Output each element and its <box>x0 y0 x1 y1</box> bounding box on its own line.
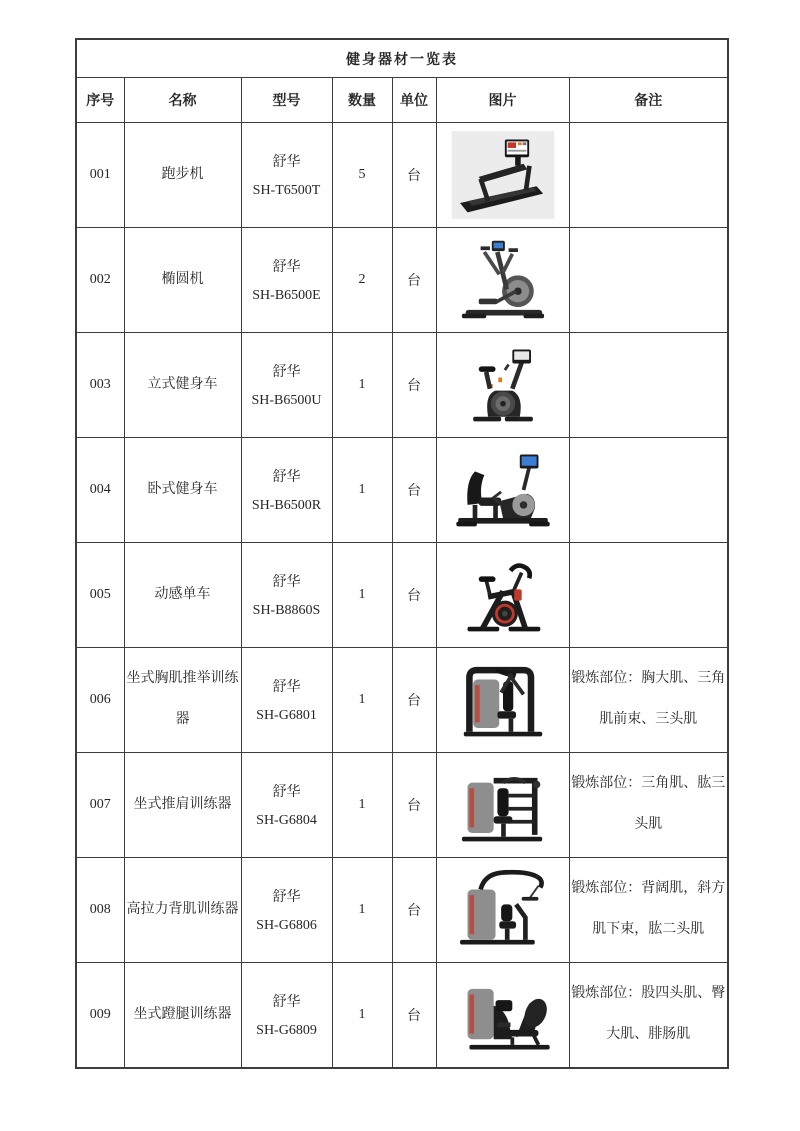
cell-qty: 1 <box>332 753 392 858</box>
header-qty: 数量 <box>332 78 392 123</box>
brand-label: 舒华 <box>272 155 301 170</box>
cell-unit: 台 <box>392 963 436 1069</box>
header-unit: 单位 <box>392 78 436 123</box>
cell-name: 坐式蹬腿训练器 <box>124 963 241 1069</box>
product-photo <box>437 858 569 962</box>
shoulder-press-photo <box>447 758 559 852</box>
cell-remark <box>569 123 728 228</box>
table-row <box>76 648 728 753</box>
recumbent-bike-photo <box>447 443 559 537</box>
cell-name: 高拉力背肌训练器 <box>124 858 241 963</box>
cell-qty: 1 <box>332 438 392 543</box>
cell-name: 卧式健身车 <box>124 438 241 543</box>
cell-name: 立式健身车 <box>124 333 241 438</box>
product-photo <box>437 123 569 227</box>
cell-serial: 002 <box>76 228 124 333</box>
model-code: SH-B6500E <box>252 288 321 303</box>
cell-model <box>242 648 332 752</box>
elliptical-photo <box>447 233 559 327</box>
treadmill-photo <box>447 128 559 222</box>
cell-serial: 008 <box>76 858 124 963</box>
cell-name: 坐式胸肌推举训练器 <box>124 648 241 753</box>
cell-serial: 003 <box>76 333 124 438</box>
cell-serial: 004 <box>76 438 124 543</box>
cell-name: 坐式推肩训练器 <box>124 753 241 858</box>
cell-remark <box>569 228 728 333</box>
brand-label: 舒华 <box>272 575 301 590</box>
cell-model <box>242 543 332 647</box>
table-row <box>76 123 728 228</box>
header-remark: 备注 <box>569 78 728 123</box>
brand-label: 舒华 <box>272 260 301 275</box>
leg-press-photo <box>447 968 559 1062</box>
product-photo <box>437 963 569 1067</box>
cell-unit: 台 <box>392 333 436 438</box>
header-no: 序号 <box>76 78 124 123</box>
header-photo: 图片 <box>436 78 569 123</box>
brand-label: 舒华 <box>272 470 301 485</box>
cell-qty: 1 <box>332 543 392 648</box>
cell-unit: 台 <box>392 858 436 963</box>
equipment-table <box>75 38 729 1069</box>
cell-model <box>242 123 332 227</box>
product-photo <box>437 543 569 647</box>
brand-label: 舒华 <box>272 890 301 905</box>
brand-label: 舒华 <box>272 365 301 380</box>
model-code: SH-B6500R <box>251 498 322 513</box>
cell-qty: 1 <box>332 963 392 1069</box>
cell-name: 椭圆机 <box>124 228 241 333</box>
cell-name: 跑步机 <box>124 123 241 228</box>
cell-unit: 台 <box>392 438 436 543</box>
cell-remark <box>569 333 728 438</box>
cell-qty: 1 <box>332 858 392 963</box>
table-row <box>76 228 728 333</box>
cell-remark <box>569 543 728 648</box>
cell-serial: 005 <box>76 543 124 648</box>
cell-unit: 台 <box>392 648 436 753</box>
model-code: SH-T6500T <box>252 183 321 198</box>
cell-model <box>242 333 332 437</box>
table-row <box>76 858 728 963</box>
cell-qty: 2 <box>332 228 392 333</box>
table-row <box>76 543 728 648</box>
model-code: SH-G6804 <box>256 813 317 828</box>
cell-remark <box>569 438 728 543</box>
cell-model <box>242 228 332 332</box>
product-photo <box>437 438 569 542</box>
cell-unit: 台 <box>392 543 436 648</box>
cell-serial: 009 <box>76 963 124 1069</box>
header-row <box>76 78 728 123</box>
cell-serial: 001 <box>76 123 124 228</box>
cell-model <box>242 858 332 962</box>
model-code: SH-B6500U <box>251 393 322 408</box>
table-row <box>76 753 728 858</box>
cell-remark: 锻炼部位：股四头肌、臀大肌、腓肠肌 <box>569 963 728 1069</box>
product-photo <box>437 333 569 437</box>
cell-model <box>242 963 332 1067</box>
cell-model <box>242 438 332 542</box>
model-code: SH-G6809 <box>256 1023 317 1038</box>
table-row <box>76 438 728 543</box>
model-code: SH-G6806 <box>256 918 317 933</box>
brand-label: 舒华 <box>272 785 301 800</box>
spin-bike-photo <box>447 548 559 642</box>
cell-serial: 006 <box>76 648 124 753</box>
cell-model <box>242 753 332 857</box>
title-row <box>76 39 728 78</box>
cell-name: 动感单车 <box>124 543 241 648</box>
cell-unit: 台 <box>392 228 436 333</box>
product-photo <box>437 648 569 752</box>
brand-label: 舒华 <box>272 995 301 1010</box>
cell-remark: 锻炼部位：胸大肌、三角肌前束、三头肌 <box>569 648 728 753</box>
header-model: 型号 <box>241 78 332 123</box>
table-row <box>76 333 728 438</box>
cell-qty: 1 <box>332 648 392 753</box>
cell-serial: 007 <box>76 753 124 858</box>
cell-remark: 锻炼部位：三角肌、肱三头肌 <box>569 753 728 858</box>
page-title: 健身器材一览表 <box>76 39 728 78</box>
cell-unit: 台 <box>392 123 436 228</box>
model-code: SH-G6801 <box>256 708 317 723</box>
upright-bike-photo <box>447 338 559 432</box>
lat-pulldown-photo <box>447 863 559 957</box>
table-row <box>76 963 728 1069</box>
product-photo <box>437 228 569 332</box>
product-photo <box>437 753 569 857</box>
chest-press-photo <box>447 653 559 747</box>
cell-remark: 锻炼部位：背阔肌，斜方肌下束，肱二头肌 <box>569 858 728 963</box>
brand-label: 舒华 <box>272 680 301 695</box>
cell-unit: 台 <box>392 753 436 858</box>
cell-qty: 1 <box>332 333 392 438</box>
model-code: SH-B8860S <box>252 603 321 618</box>
cell-qty: 5 <box>332 123 392 228</box>
header-name: 名称 <box>124 78 241 123</box>
